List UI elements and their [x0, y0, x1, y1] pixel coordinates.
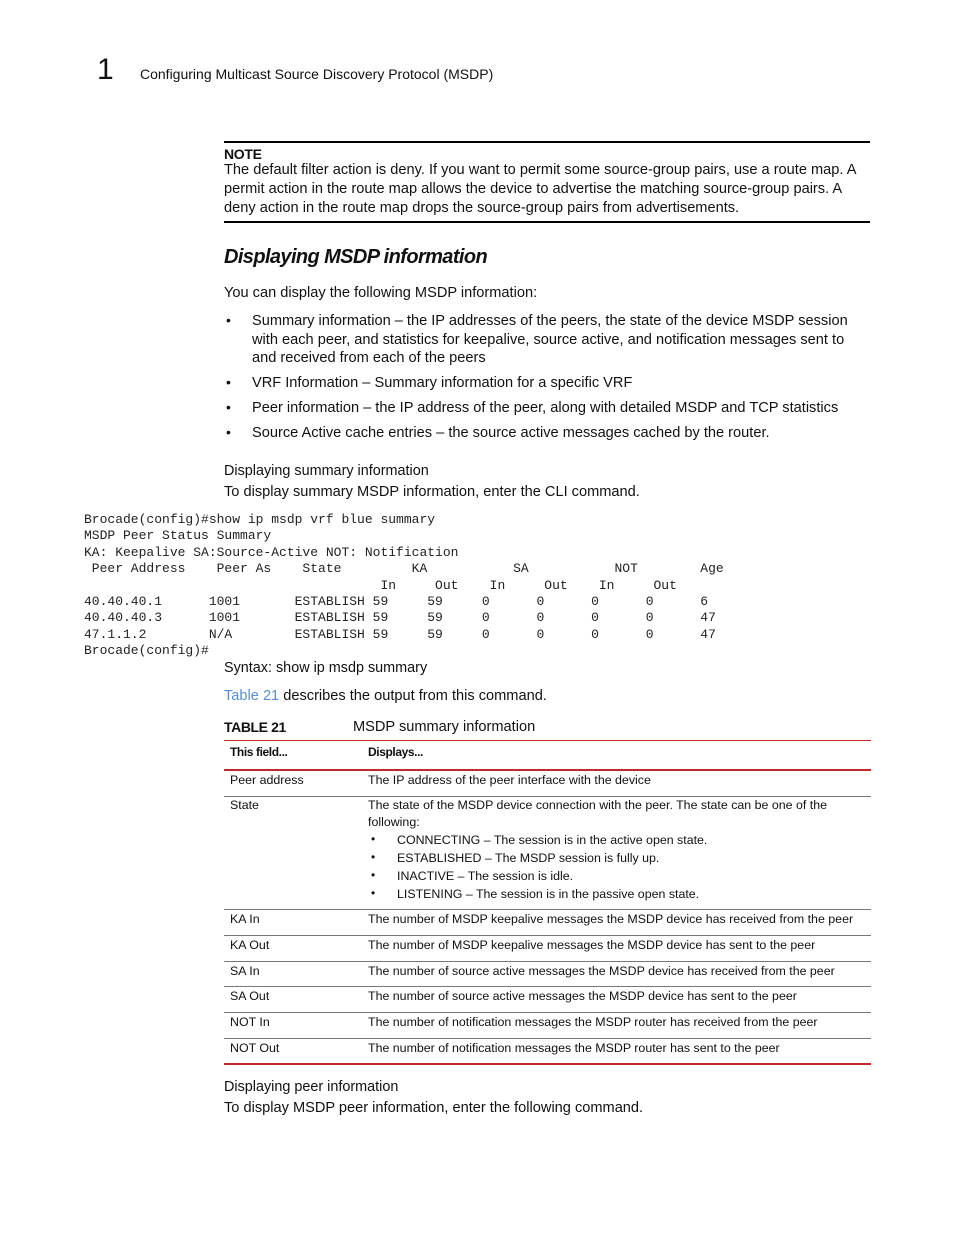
code-line: 40.40.40.1 1001 ESTABLISH 59 59 0 0 0 0 6 [84, 594, 709, 609]
table-bullet-dot: • [371, 850, 376, 864]
state-option: INACTIVE – The session is idle. [397, 869, 574, 883]
bullet-item-summary [252, 312, 872, 368]
summary-heading: Displaying summary information [224, 463, 429, 479]
code-line: KA: Keepalive SA:Source-Active NOT: Notification [84, 544, 459, 560]
bullet-item-peer [252, 399, 872, 418]
code-line: 47.1.1.2 N/A ESTABLISH 59 59 0 0 0 0 47 [84, 626, 716, 642]
note-text: The default filter action is deny. If you want to permit some source-group pairs, use a route map. A permit action in the route map allows the device to advertise the matching source-group pairs. A deny action in the route map drops the source-group pairs from advertisements. [224, 162, 856, 216]
table-row-divider [224, 935, 871, 936]
note-bottom-rule [224, 221, 870, 223]
bullet-desc: – the IP address of the peer, along with detailed MSDP and TCP statistics [359, 400, 839, 416]
peer-heading: Displaying peer information [224, 1079, 399, 1095]
table-bullet-dot: • [371, 832, 376, 846]
table-cell-field: NOT Out [230, 1041, 280, 1055]
table-top-rule [224, 740, 871, 741]
table-cell-desc: The state of the MSDP device connection with the peer. The state can be one of the following: [368, 798, 827, 829]
table-bullet-dot: • [371, 886, 376, 900]
table-row-divider [224, 961, 871, 962]
table-row-divider [224, 1012, 871, 1013]
bullet-item-vrf [252, 374, 872, 393]
state-option: CONNECTING – The session is in the active open state. [397, 833, 708, 847]
table-row-divider [224, 909, 871, 910]
table-cell-desc: The number of MSDP keepalive messages the MSDP device has received from the peer [368, 912, 854, 926]
table-cell-desc: The IP address of the peer interface with the device [368, 773, 651, 787]
table-cell-desc: The number of MSDP keepalive messages the MSDP device has sent to the peer [368, 938, 816, 952]
bullet-item-sa-cache [252, 424, 872, 443]
table-reference [224, 687, 547, 705]
table-header-displays: Displays... [368, 745, 423, 759]
table-21-link[interactable]: Table 21 [224, 688, 280, 704]
bullet-desc: – the source active messages cached by the router. [432, 425, 770, 441]
running-header-title: Configuring Multicast Source Discovery Protocol (MSDP) [140, 66, 494, 82]
table-cell-desc: The number of notification messages the MSDP router has sent to the peer [368, 1041, 780, 1055]
code-line: Brocade(config)# [84, 643, 209, 659]
table-cell-desc: The number of source active messages the MSDP device has received from the peer [368, 964, 835, 978]
syntax-line: Syntax: show ip msdp summary [224, 660, 428, 676]
section-intro: You can display the following MSDP information: [224, 285, 538, 301]
table-cell-field: KA In [230, 912, 260, 926]
note-top-rule [224, 141, 870, 143]
bullet-term: Source Active cache entries [252, 425, 433, 441]
summary-instruction: To display summary MSDP information, enter the CLI command. [224, 484, 640, 500]
table-row-divider [224, 986, 871, 987]
chapter-number: 1 [97, 53, 114, 86]
table-caption: MSDP summary information [353, 719, 536, 735]
bullet-dot: • [226, 374, 231, 390]
bullet-term: Summary information [252, 313, 391, 329]
bullet-term: Peer information [252, 400, 360, 416]
section-title: Displaying MSDP information [224, 246, 488, 268]
bullet-dot: • [226, 399, 231, 415]
table-cell-field: State [230, 798, 259, 812]
table-cell-field: KA Out [230, 938, 270, 952]
table-row-divider [224, 1038, 871, 1039]
table-header-rule [224, 769, 871, 771]
table-header-field: This field... [230, 745, 288, 759]
state-option: LISTENING – The session is in the passive open state. [397, 887, 700, 901]
table-bottom-rule [224, 1063, 871, 1065]
code-line: MSDP Peer Status Summary [84, 528, 272, 544]
table-reference-text: describes the output from this command. [279, 688, 547, 704]
table-cell-desc: The number of notification messages the MSDP router has received from the peer [368, 1015, 818, 1029]
table-cell-field: SA Out [230, 989, 270, 1003]
bullet-desc: – Summary information for a specific VRF [358, 375, 633, 391]
note-label: NOTE [224, 146, 262, 162]
table-bullet-dot: • [371, 868, 376, 882]
code-line: 40.40.40.3 1001 ESTABLISH 59 59 0 0 0 0 47 [84, 610, 716, 626]
bullet-dot: • [226, 312, 231, 328]
code-line: Brocade(config)#show ip msdp vrf blue summary [84, 512, 436, 527]
bullet-dot: • [226, 424, 231, 440]
table-label: TABLE 21 [224, 719, 286, 735]
table-cell-field: SA In [230, 964, 260, 978]
code-line: Peer Address Peer As State KA SA NOT Age [84, 561, 724, 577]
bullet-desc: – the IP addresses of the peers, the state of the device MSDP session with each peer, and statistics for keepalive, source active, and notification messages sent to and received from each of the peers [252, 313, 848, 366]
state-option: ESTABLISHED – The MSDP session is fully up. [397, 851, 660, 865]
table-cell-field: Peer address [230, 773, 304, 787]
table-cell-field: NOT In [230, 1015, 270, 1029]
table-cell-desc: The number of source active messages the MSDP device has sent to the peer [368, 989, 797, 1003]
bullet-term: VRF Information [252, 375, 359, 391]
peer-instruction: To display MSDP peer information, enter the following command. [224, 1100, 644, 1116]
code-line: In Out In Out In Out [84, 577, 677, 593]
